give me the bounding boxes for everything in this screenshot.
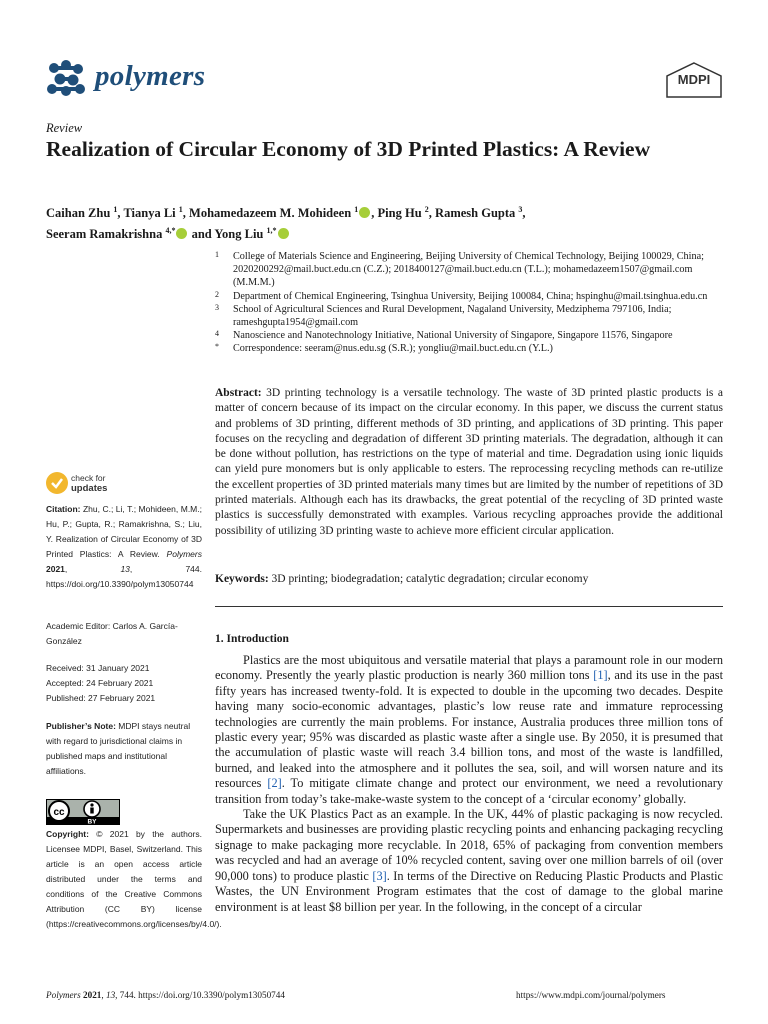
author-affiliation-mark: 1 [178, 205, 183, 214]
affiliation-number: 4 [215, 329, 219, 339]
citation-label: Citation: [46, 504, 81, 514]
footer-journal-url[interactable]: https://www.mdpi.com/journal/polymers [516, 990, 666, 1000]
affiliation-text: College of Materials Science and Engineering, Beijing University of Chemical Technology, Beijing 100029, China; 2020200292@mail.buct.edu.cn (C.Z.); 2018400127@mail.buct.edu.cn (T.L.); mohamedazeem1507@gmail.com (M.M.M.) [233, 251, 704, 289]
orcid-icon[interactable] [359, 207, 370, 218]
citation-link[interactable]: [3] [372, 868, 387, 883]
affiliation-number: * [215, 342, 219, 352]
paragraph: Plastics are the most ubiquitous and versatile material that plays a paramount role in our modern economy. Presently the yearly plastic production is nearly 360 million tons [1], and its use in the past fifty years has increased twenty-fold. It is expected to double in the upcoming two decades. Despite having many socio-economic advantages, plastic’s low reuse rate and immature reprocessing technologies are currently the main problems. For instance, Australia produces three million tons of plastic every year; 95% was discarded as plastic waste after a single use. By 2050, it is presumed that the accumulation of plastic waste will reach 3.4 billion tons, and most of the waste is landfilled, burned, and leaked into the atmosphere and it pollutes the sea, soil, and will worsen nature and its resources [2]. To mitigate climate change and protect our environment, we need a revolutionary transition from today’s take-make-waste system to the concept of a ‘circular economy’ globally. [215, 653, 724, 806]
published-date: Published: 27 February 2021 [46, 693, 156, 703]
affiliation-item [215, 250, 725, 290]
check-updates-icon [46, 472, 68, 494]
cc-by-license-icon[interactable] [46, 799, 120, 825]
check-for-updates-button[interactable] [46, 470, 166, 498]
author-affiliation-mark: 4,* [165, 226, 176, 236]
author-name: Yong Liu [214, 227, 264, 242]
citation-year: 2021 [46, 564, 65, 574]
publisher-note-label: Publisher’s Note: [46, 721, 116, 731]
author-list: Caihan Zhu $^1$, Tianya Li $^1$, Mohamedazeem M. Mohideen $^1$ , Ping Hu $^2$, Ramesh Gupta $^3$, Seeram Ramakrishna $^{4,*}$ and Yong Liu $^{1,*}$ [46, 205, 526, 242]
introduction-text [215, 653, 723, 915]
affiliation-item [215, 290, 725, 303]
author-name: Mohamedazeem M. Mohideen [189, 206, 352, 221]
footer-doi-link[interactable]: , 744. https://doi.org/10.3390/polym13050744 [115, 990, 285, 1000]
citation: Citation: Zhu, C.; Li, T.; Mohideen, M.M.; Hu, P.; Gupta, R.; Ramakrishna, S.; Liu, Y. Realization of Circular Economy of 3D Printed Plastics: A Review. Polymers 2021, 13, 744. https://doi.org/10.3390/polym13050744 [46, 504, 202, 589]
copyright-label: Copyright: [46, 829, 89, 839]
keywords-text: 3D printing; biodegradation; catalytic degradation; circular economy [271, 573, 589, 585]
article-type: Review [46, 121, 83, 135]
orcid-icon[interactable] [176, 228, 187, 239]
author-name: Seeram Ramakrishna [46, 227, 163, 242]
affiliation-text: School of Agricultural Sciences and Rural Development, Nagaland University, Medziphema 797106, India; rameshgupta1954@gmail.com [233, 303, 672, 329]
affiliations [215, 250, 725, 356]
affiliation-text: Correspondence: seeram@nus.edu.sg (S.R.); yongliu@mail.buct.edu.cn (Y.L.) [233, 343, 553, 355]
orcid-icon[interactable] [278, 228, 289, 239]
affiliation-item [215, 329, 725, 342]
author-name: Ping Hu [377, 206, 422, 221]
abstract-label: Abstract: [215, 387, 262, 399]
abstract [215, 386, 723, 539]
citation-text: Zhu, C.; Li, T.; Mohideen, M.M.; Hu, P.; Gupta, R.; Ramakrishna, S.; Liu, Y. Realization of Circular Economy of 3D Printed Plastics: A Review. [46, 504, 202, 559]
affiliation-number: 2 [215, 289, 219, 299]
svg-text:cc: cc [53, 807, 65, 818]
accepted-date: Accepted: 24 February 2021 [46, 678, 154, 688]
dates [46, 661, 202, 706]
author-affiliation-mark: 1 [354, 205, 359, 214]
author-name: Caihan Zhu [46, 206, 111, 221]
publisher-note-text: MDPI stays neutral with regard to jurisdictional claims in published maps and institutional affiliations. [46, 721, 191, 776]
citation-doi[interactable]: , 744. https://doi.org/10.3390/polym13050744 [46, 564, 202, 589]
citation-link[interactable]: [2] [267, 776, 282, 791]
author-name: Ramesh Gupta [435, 206, 516, 221]
citation-volume: 13 [120, 564, 130, 574]
polymers-logo-icon [44, 58, 88, 98]
affiliation-number: 3 [215, 302, 219, 312]
journal-name: polymers [95, 60, 206, 92]
author-affiliation-mark: 1 [113, 205, 118, 214]
affiliation-item [215, 303, 725, 329]
author-name: Tianya Li [123, 206, 176, 221]
author-affiliation-mark: 3 [518, 205, 523, 214]
keywords [215, 573, 723, 585]
divider [215, 606, 723, 607]
citation-journal: Polymers [166, 549, 202, 559]
academic-editor: Academic Editor: Carlos A. García-González [46, 621, 178, 646]
mdpi-logo [666, 62, 722, 98]
check-updates-line1: check for [71, 473, 106, 483]
author-affiliation-mark: 2 [424, 205, 429, 214]
received-date: Received: 31 January 2021 [46, 663, 150, 673]
section-heading: 1. Introduction [215, 633, 289, 645]
publisher-note [46, 719, 202, 779]
keywords-label: Keywords: [215, 573, 269, 585]
check-updates-line2: updates [71, 483, 108, 494]
cc-badge-text: BY [87, 818, 97, 825]
affiliation-text: Nanoscience and Nanotechnology Initiative, National University of Singapore, Singapore 11576, Singapore [233, 330, 673, 342]
affiliation-text: Department of Chemical Engineering, Tsinghua University, Beijing 100084, China; hspinghu@mail.tsinghua.edu.cn [233, 290, 708, 302]
copyright-text: © 2021 by the authors. Licensee MDPI, Basel, Switzerland. This article is an open access article distributed under the terms and conditions of the Creative Commons Attribution (CC BY) license (https://creativecommons.org/licenses/by/4.0/). [46, 829, 222, 929]
mdpi-logo-text: MDPI [677, 72, 711, 87]
citation-link[interactable]: [1] [593, 668, 608, 683]
article-title: Realization of Circular Economy of 3D Printed Plastics: A Review [46, 137, 651, 161]
affiliation-item [215, 342, 725, 355]
affiliation-number: 1 [215, 250, 219, 259]
author-affiliation-mark: 1,* [266, 226, 277, 236]
paragraph: Take the UK Plastics Pact as an example. In the UK, 44% of plastic packaging is now recycled. Supermarkets and businesses are providing plastic recycling points and enhancing packaging recycling signage to make packaging more recyclable. In 2018, 65% of packaging from convention members was recycled and had an average of 10% recycled content, saving over one million barrels of oil (over 90,000 tons) to produce plastic [3]. In terms of the Directive on Reducing Plastic Products and Plastic Wastes, the UN Environment Program estimates that the cost of damage to the global marine environment is at least $8 billion per year. In the following, in the concept of a circular [215, 807, 723, 914]
copyright [46, 827, 222, 932]
footer-citation: Polymers 2021, 13, 744. https://doi.org/10.3390/polym13050744 [46, 990, 285, 1000]
abstract-text: 3D printing technology is a versatile technology. The waste of 3D printed plastic products is a matter of concern because of its impact on the circular economy. In this paper, we discuss the current status and problems of 3D printing, different methods of 3D printing, and applications of 3D printing. This paper focuses on the recycling and degradation of different 3D printing materials. The degradation, although it can be done without pollution, has restrictions on the type of material and time. Degradation using ionic liquids can yield pure monomers but is only applicable to esters. The reprocessing recycling methods can re-utilize the excellent properties of 3D printed materials many times but are limited by the number of repetitions of 3D printed materials. Although each has its drawbacks, the great potential of the recycling of 3D printed waste plastics is successfully demonstrated with examples. Various recycling approaches provide the additional possibility of utilizing 3D printing waste to achieve more efficient circular application. [215, 387, 724, 537]
